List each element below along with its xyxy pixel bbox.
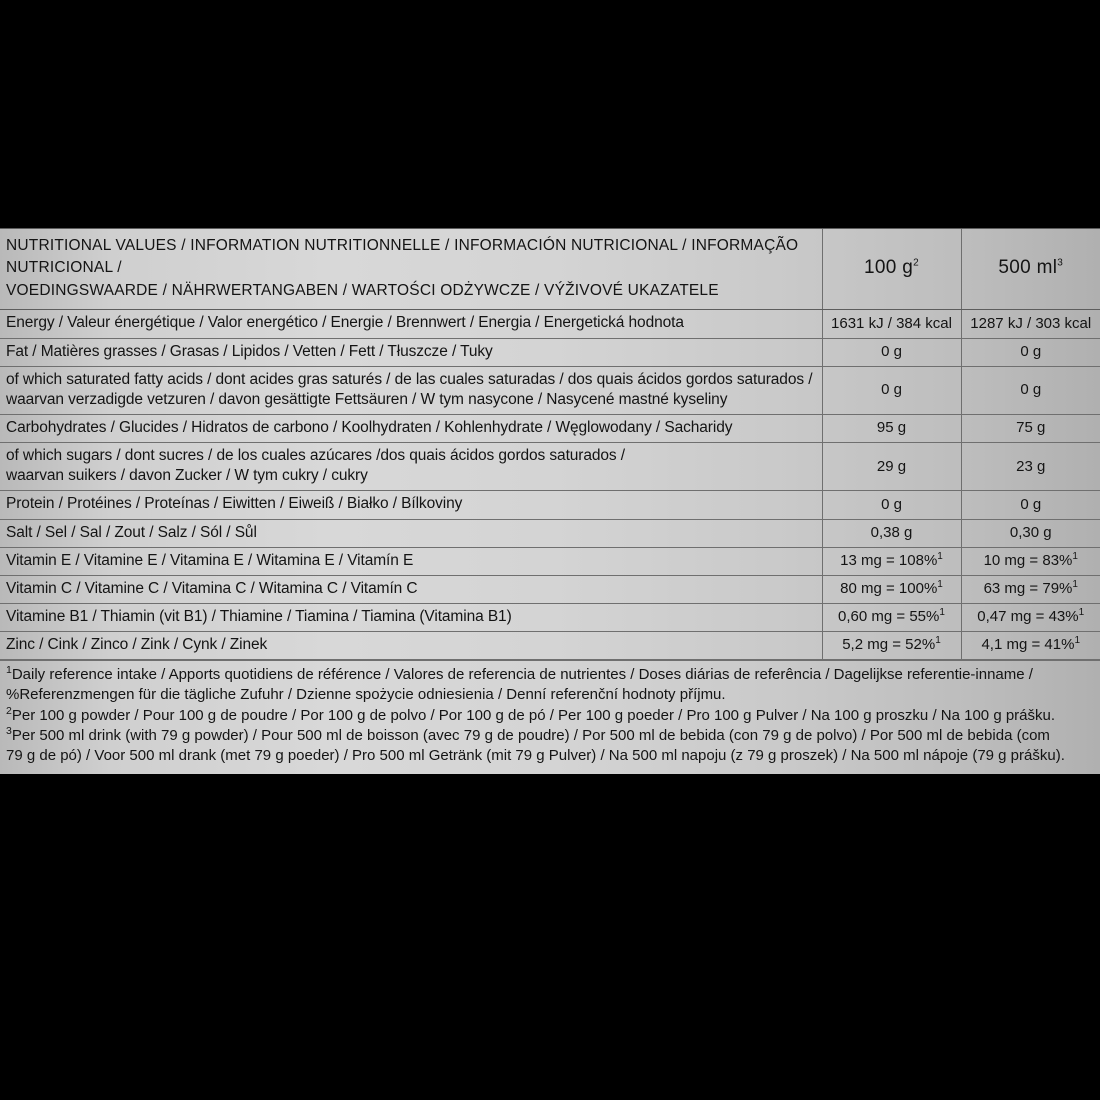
footnote-1-line2: %Referenzmengen für die tägliche Zufuhr / Dzienne spożycie odniesienia / Denní referenční hodnoty příjmu. (6, 686, 726, 704)
nutrient-value-500ml (961, 443, 1100, 491)
nutrient-value-100g-text: 1631 kJ / 384 kcal (831, 314, 952, 332)
nutrient-name (0, 443, 822, 491)
table-row (0, 547, 1100, 575)
nutrient-value-100g (822, 443, 961, 491)
nutrient-name-line1: Energy / Valeur énergétique / Valor energético / Energie / Brennwert / Energia / Energetická hodnota (6, 314, 684, 332)
nutrient-value-100g (822, 366, 961, 414)
nutrient-value-100g (822, 603, 961, 631)
nutrient-value-100g (822, 575, 961, 603)
nutrient-value-500ml-text: 0 g (1020, 342, 1042, 360)
nutrient-value-500ml (961, 632, 1100, 660)
nutrient-value-500ml (961, 491, 1100, 519)
column-header-500ml (961, 229, 1100, 310)
nutrient-name (0, 414, 822, 442)
table-row (0, 338, 1100, 366)
nutrient-name (0, 519, 822, 547)
column-header-100g-footnote-marker: 2 (913, 258, 919, 270)
nutrient-value-500ml (961, 310, 1100, 338)
nutrient-value-100g-text: 0,60 mg = 55% (838, 608, 940, 626)
nutrient-value-100g (822, 338, 961, 366)
nutrient-value-100g (822, 632, 961, 660)
footnote-3-line2: 79 g de pó) / Voor 500 ml drank (met 79 g poeder) / Pro 500 ml Getränk (mit 79 g Pulver) / Na 500 ml napoju (z 79 g proszek) / Na 500 ml nápoje (79 g prášku). (6, 746, 1065, 764)
nutrient-value-100g (822, 310, 961, 338)
footnote-1-line1: $^1$Daily reference intake / Apports quotidiens de référence / Valores de referencia de nutrientes / Doses diárias de referência / Dagelijkse referentie-inname / (6, 664, 1033, 684)
nutrient-name-line1: Salt / Sel / Sal / Zout / Salz / Sól / Sůl (6, 523, 257, 541)
nutrient-value-100g-text: 0,38 g (870, 523, 913, 541)
table-title-line2: VOEDINGSWAARDE / NÄHRWERTANGABEN / WARTOŚCI ODŻYWCZE / VÝŽIVOVÉ UKAZATELE (6, 281, 719, 299)
nutrient-name-line1: Fat / Matières grasses / Grasas / Lipidos / Vetten / Fett / Tłuszcze / Tuky (6, 342, 493, 360)
table-row (0, 603, 1100, 631)
table-row (0, 632, 1100, 660)
nutrient-name (0, 575, 822, 603)
nutrient-value-500ml (961, 547, 1100, 575)
nutrient-value-500ml (961, 414, 1100, 442)
nutrient-value-100g-text: 29 g (876, 457, 907, 475)
nutrient-name-line1: of which saturated fatty acids / dont acides gras saturés / de las cuales saturadas / dos quais ácidos gordos saturados / (6, 370, 813, 388)
footnote-3-marker: 3 (6, 724, 12, 737)
nutrient-value-100g (822, 414, 961, 442)
table-row (0, 491, 1100, 519)
nutrient-value-500ml-text: 0 g (1020, 381, 1042, 399)
footnote-3-line1: $^3$Per 500 ml drink (with 79 g powder) / Pour 500 ml de boisson (avec 79 g de poudre) / Por 500 ml de bebida (con 79 g de polvo) / Por 500 ml de bebida (com (6, 724, 1050, 744)
nutrient-value-500ml-text: 23 g (1016, 457, 1046, 475)
nutrient-value-500ml-text: 63 mg = 79% (983, 580, 1073, 598)
nutrient-name (0, 547, 822, 575)
table-title-cell (0, 229, 822, 310)
nutrient-value-500ml-text: 10 mg = 83% (983, 551, 1073, 569)
nutrient-name-line1: Vitamin C / Vitamine C / Vitamina C / Witamina C / Vitamín C (6, 579, 418, 597)
table-row (0, 519, 1100, 547)
nutrient-value-500ml-text: 0 g (1020, 495, 1042, 513)
column-header-100g-label: 100 g (864, 257, 914, 279)
nutrition-label-panel (0, 228, 1100, 774)
nutrient-name-line1: Vitamin E / Vitamine E / Vitamina E / Witamina E / Vitamín E (6, 551, 414, 569)
nutrient-name-line2: waarvan suikers / davon Zucker / W tym cukry / cukry (6, 467, 368, 485)
footnotes-block (0, 660, 1100, 774)
footnote-marker: 1 (1078, 607, 1085, 619)
nutrient-value-100g (822, 547, 961, 575)
footnote-marker: 1 (939, 607, 945, 619)
column-header-100g (822, 229, 961, 310)
nutrient-name-line1: Carbohydrates / Glucides / Hidratos de carbono / Koolhydraten / Kohlenhydrate / Węglowodany / Sacharidy (6, 418, 733, 436)
nutrient-name (0, 491, 822, 519)
nutrient-value-100g (822, 519, 961, 547)
nutrient-value-100g-text: 80 mg = 100% (840, 580, 938, 598)
nutrient-name-line1: Zinc / Cink / Zinco / Zink / Cynk / Zinek (6, 636, 268, 654)
nutrient-name (0, 603, 822, 631)
nutrient-value-500ml-text: 1287 kJ / 303 kcal (970, 314, 1092, 332)
table-row (0, 575, 1100, 603)
table-row (0, 366, 1100, 414)
footnote-marker: 1 (937, 550, 943, 562)
nutrient-name-line2: waarvan verzadigde vetzuren / davon gesättigte Fettsäuren / W tym nasycone / Nasycené mastné kyseliny (6, 390, 728, 408)
nutrient-value-100g-text: 0 g (881, 495, 902, 513)
nutrient-name-line1: Protein / Protéines / Proteínas / Eiwitten / Eiweiß / Białko / Bílkoviny (6, 495, 463, 513)
footnote-1-marker: 1 (6, 664, 12, 677)
nutrient-value-100g-text: 13 mg = 108% (840, 551, 938, 569)
nutrient-name (0, 310, 822, 338)
table-title-line1: NUTRITIONAL VALUES / INFORMATION NUTRITIONNELLE / INFORMACIÓN NUTRICIONAL / INFORMAÇÃO NUTRICIONAL / (6, 237, 799, 277)
nutrient-value-500ml (961, 366, 1100, 414)
nutrient-value-500ml (961, 338, 1100, 366)
nutrient-value-500ml (961, 519, 1100, 547)
nutrient-value-500ml (961, 575, 1100, 603)
nutrition-table (0, 228, 1100, 660)
nutrient-value-500ml (961, 603, 1100, 631)
table-row (0, 310, 1100, 338)
column-header-500ml-label: 500 ml (998, 257, 1058, 279)
nutrient-value-100g-text: 0 g (881, 342, 902, 360)
nutrient-name-line1: Vitamine B1 / Thiamin (vit B1) / Thiamine / Tiamina / Tiamina (Vitamina B1) (6, 607, 512, 625)
footnote-marker: 1 (1072, 550, 1078, 562)
footnote-marker: 1 (937, 579, 943, 591)
nutrient-value-500ml-text: 4,1 mg = 41% (981, 636, 1075, 654)
nutrient-name (0, 366, 822, 414)
footnote-2-marker: 2 (6, 704, 12, 717)
footnote-2-line1: $^2$Per 100 g powder / Pour 100 g de poudre / Por 100 g de polvo / Por 100 g de pó / Per 100 g poeder / Pro 100 g Pulver / Na 100 g proszku / Na 100 g prášku. (6, 704, 1056, 724)
nutrient-value-100g (822, 491, 961, 519)
nutrient-value-500ml-text: 75 g (1016, 419, 1046, 437)
table-row (0, 414, 1100, 442)
column-header-500ml-footnote-marker: 3 (1057, 258, 1064, 270)
nutrient-value-100g-text: 95 g (876, 419, 907, 437)
nutrient-name (0, 338, 822, 366)
nutrient-value-100g-text: 5,2 mg = 52% (842, 636, 936, 654)
nutrient-value-500ml-text: 0,30 g (1009, 523, 1052, 541)
footnote-marker: 1 (935, 635, 941, 647)
nutrient-name (0, 632, 822, 660)
table-header-row (0, 229, 1100, 310)
nutrient-value-500ml-text: 0,47 mg = 43% (977, 608, 1079, 626)
footnote-marker: 1 (1072, 579, 1078, 591)
footnote-marker: 1 (1074, 635, 1081, 647)
nutrient-value-100g-text: 0 g (881, 381, 902, 399)
nutrient-name-line1: of which sugars / dont sucres / de los cuales azúcares /dos quais ácidos gordos saturados / (6, 447, 625, 465)
table-row (0, 443, 1100, 491)
